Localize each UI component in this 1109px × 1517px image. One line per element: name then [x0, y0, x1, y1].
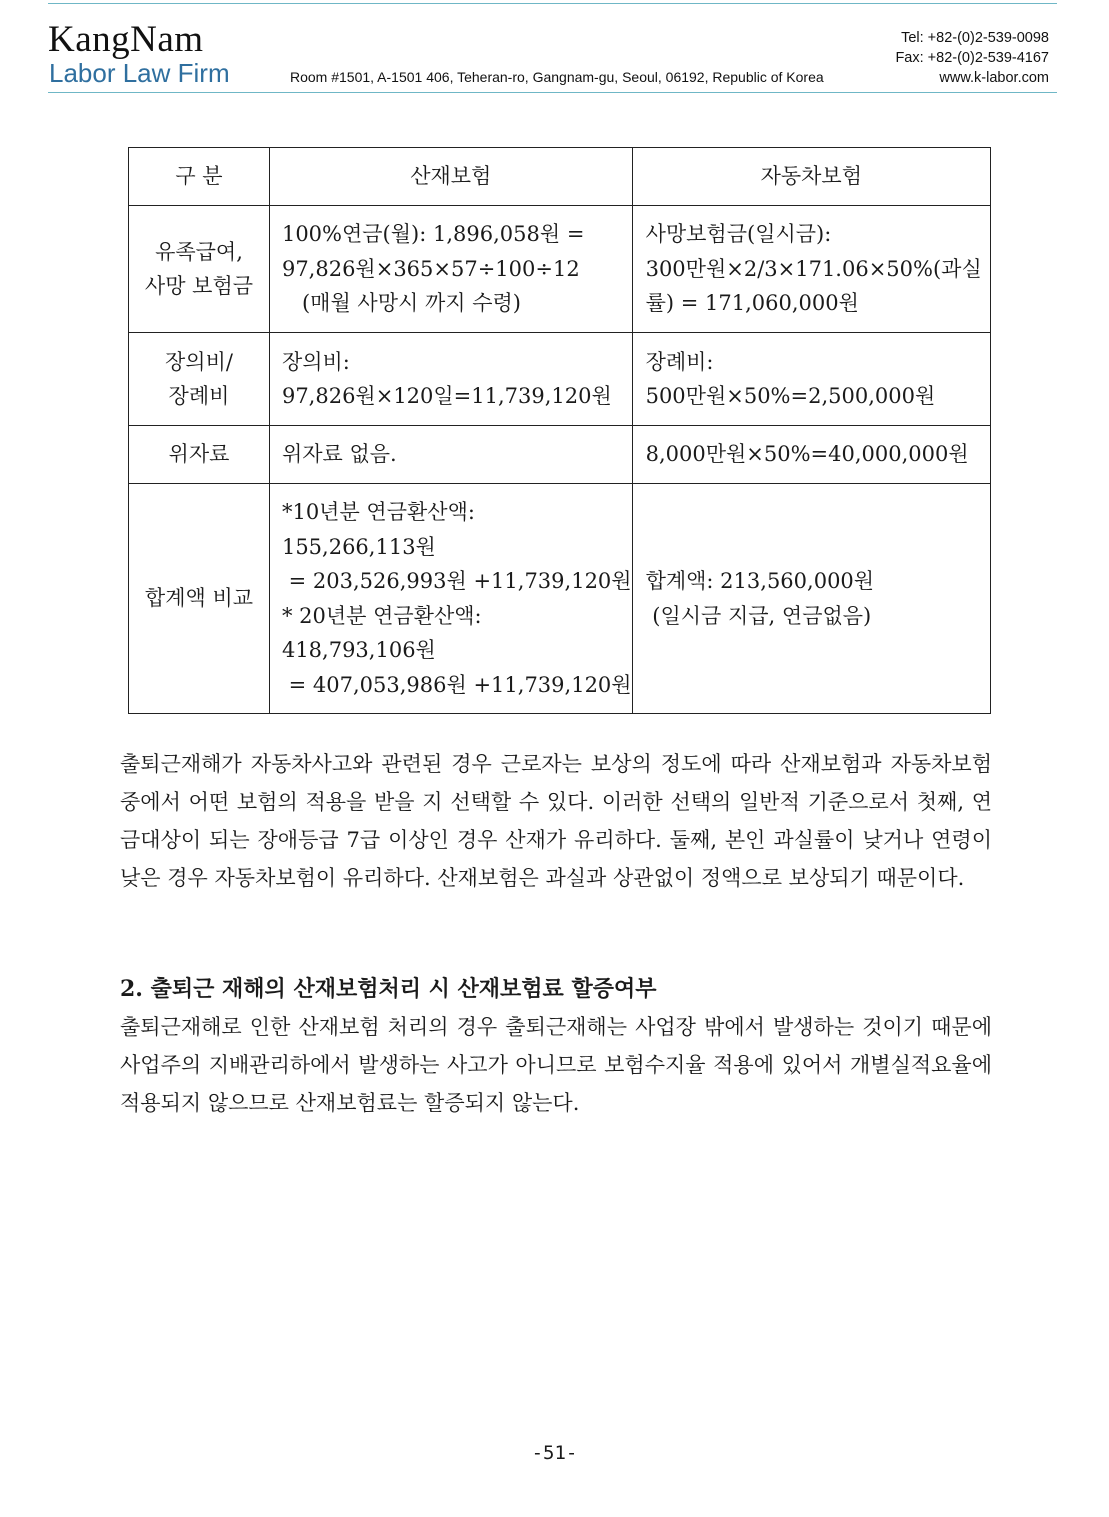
- brand-name: KangNam: [48, 19, 204, 60]
- header-industrial-insurance: 산재보험: [269, 148, 632, 206]
- brand-subtitle: Labor Law Firm: [49, 58, 230, 88]
- letterhead: [48, 14, 1057, 94]
- industrial-cell: *10년분 연금환산액: 155,266,113원 = 203,526,993원 +11,739,120원 * 20년분 연금환산액: 418,793,106원 = 407,053,986원 +11,739,120원: [269, 484, 632, 714]
- body-paragraph-2: 출퇴근재해로 인한 산재보험 처리의 경우 출퇴근재해는 사업장 밖에서 발생하는 것이기 때문에 사업주의 지배관리하에서 발생하는 사고가 아니므로 보험수지율 적용에 있어서 개별실적요율에 적용되지 않으므로 산재보험료는 할증되지 않는다.: [120, 1015, 992, 1115]
- header-auto-insurance: 자동차보험: [632, 148, 990, 206]
- industrial-cell: 위자료 없음.: [269, 426, 632, 484]
- table-row: [129, 206, 991, 333]
- row-label: 위자료: [129, 426, 270, 484]
- firm-address: Room #1501, A-1501 406, Teheran-ro, Gangnam-gu, Seoul, 06192, Republic of Korea: [290, 69, 824, 85]
- page-number: -51-: [531, 1442, 578, 1464]
- fax-line: Fax: +82-(0)2-539-4167: [895, 50, 1049, 66]
- header-bottom-rule: [48, 92, 1057, 93]
- header-top-rule: [48, 3, 1057, 4]
- row-label: 장의비/ 장례비: [129, 333, 270, 426]
- contact-block: [895, 28, 1049, 88]
- row-label: 유족급여, 사망 보험금: [129, 206, 270, 333]
- auto-cell: 사망보험금(일시금): 300만원×2/3×171.06×50%(과실 률) = 171,060,000원: [632, 206, 990, 333]
- table-row: [129, 484, 991, 714]
- auto-cell: 8,000만원×50%=40,000,000원: [632, 426, 990, 484]
- body-paragraph-1: 출퇴근재해가 자동차사고와 관련된 경우 근로자는 보상의 정도에 따라 산재보험과 자동차보험 중에서 어떤 보험의 적용을 받을 지 선택할 수 있다. 이러한 선택의 일반적 기준으로서 첫째, 연금대상이 되는 장애등급 7급 이상인 경우 산재가 유리하다. 둘째, 본인 과실률이 낮거나 연령이 낮은 경우 자동차보험이 유리하다. 산재보험은 과실과 상관없이 정액으로 보상되기 때문이다.: [120, 752, 992, 890]
- table-row: [129, 426, 991, 484]
- row-label: 합계액 비교: [129, 484, 270, 714]
- auto-cell: 장례비: 500만원×50%=2,500,000원: [632, 333, 990, 426]
- table-row: [129, 333, 991, 426]
- section-heading-2: 2. 출퇴근 재해의 산재보험처리 시 산재보험료 할증여부: [120, 976, 657, 1002]
- industrial-cell: 장의비: 97,826원×120일=11,739,120원: [269, 333, 632, 426]
- tel-line: Tel: +82-(0)2-539-0098: [901, 30, 1049, 46]
- website-line: www.k-labor.com: [939, 70, 1049, 86]
- table-header-row: [129, 148, 991, 206]
- industrial-cell: 100%연금(월): 1,896,058원 = 97,826원×365×57÷100÷12 (매월 사망시 까지 수령): [269, 206, 632, 333]
- comparison-table: [128, 147, 991, 714]
- auto-cell: 합계액: 213,560,000원 (일시금 지급, 연금없음): [632, 484, 990, 714]
- header-category: 구 분: [129, 148, 270, 206]
